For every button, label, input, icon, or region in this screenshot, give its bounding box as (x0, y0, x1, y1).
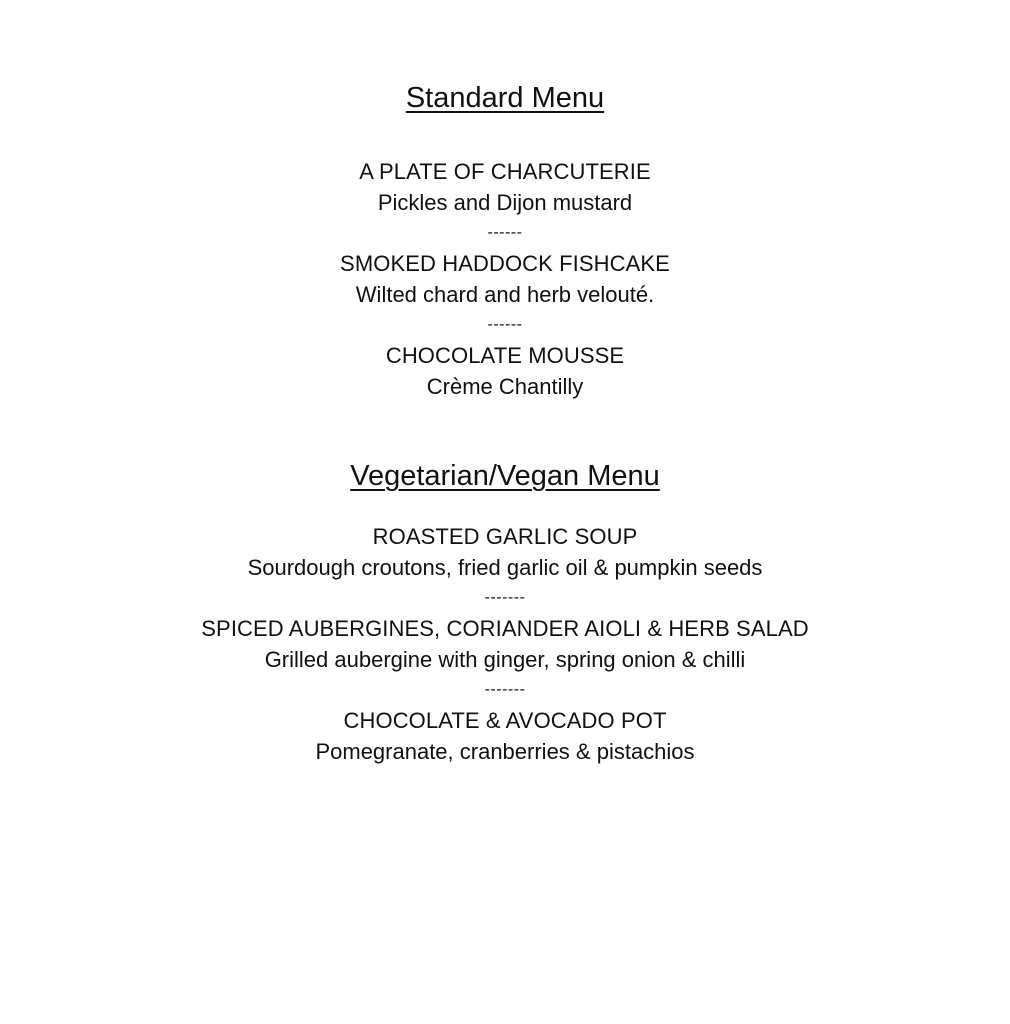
course-divider: ------- (484, 681, 526, 698)
course-divider: ------- (484, 589, 526, 606)
standard-course-1 (0, 156, 1010, 218)
standard-menu-title: Standard Menu (405, 82, 605, 114)
standard-course-2 (0, 248, 1010, 310)
course-name: SPICED AUBERGINES, CORIANDER AIOLI & HERB SALAD (201, 616, 809, 641)
course-description: Sourdough croutons, fried garlic oil & pumpkin seeds (247, 555, 763, 580)
course-name: SMOKED HADDOCK FISHCAKE (340, 251, 670, 276)
vegetarian-course-3 (0, 705, 1010, 767)
course-name: ROASTED GARLIC SOUP (372, 524, 638, 549)
standard-course-3 (0, 340, 1010, 402)
vegetarian-menu-title: Vegetarian/Vegan Menu (350, 460, 660, 492)
vegetarian-course-2 (0, 613, 1010, 675)
course-description: Pickles and Dijon mustard (377, 190, 633, 215)
course-description: Crème Chantilly (426, 374, 584, 399)
course-name: CHOCOLATE & AVOCADO POT (343, 708, 667, 733)
course-description: Pomegranate, cranberries & pistachios (315, 739, 695, 764)
course-divider: ------ (487, 316, 523, 333)
course-description: Wilted chard and herb velouté. (355, 282, 655, 307)
standard-menu-courses (0, 156, 1010, 402)
course-divider: ------ (487, 224, 523, 241)
course-description: Grilled aubergine with ginger, spring onion & chilli (264, 647, 746, 672)
vegetarian-menu-courses (0, 521, 1010, 767)
course-name: CHOCOLATE MOUSSE (385, 343, 625, 368)
course-name: A PLATE OF CHARCUTERIE (359, 159, 651, 184)
vegetarian-course-1 (0, 521, 1010, 583)
